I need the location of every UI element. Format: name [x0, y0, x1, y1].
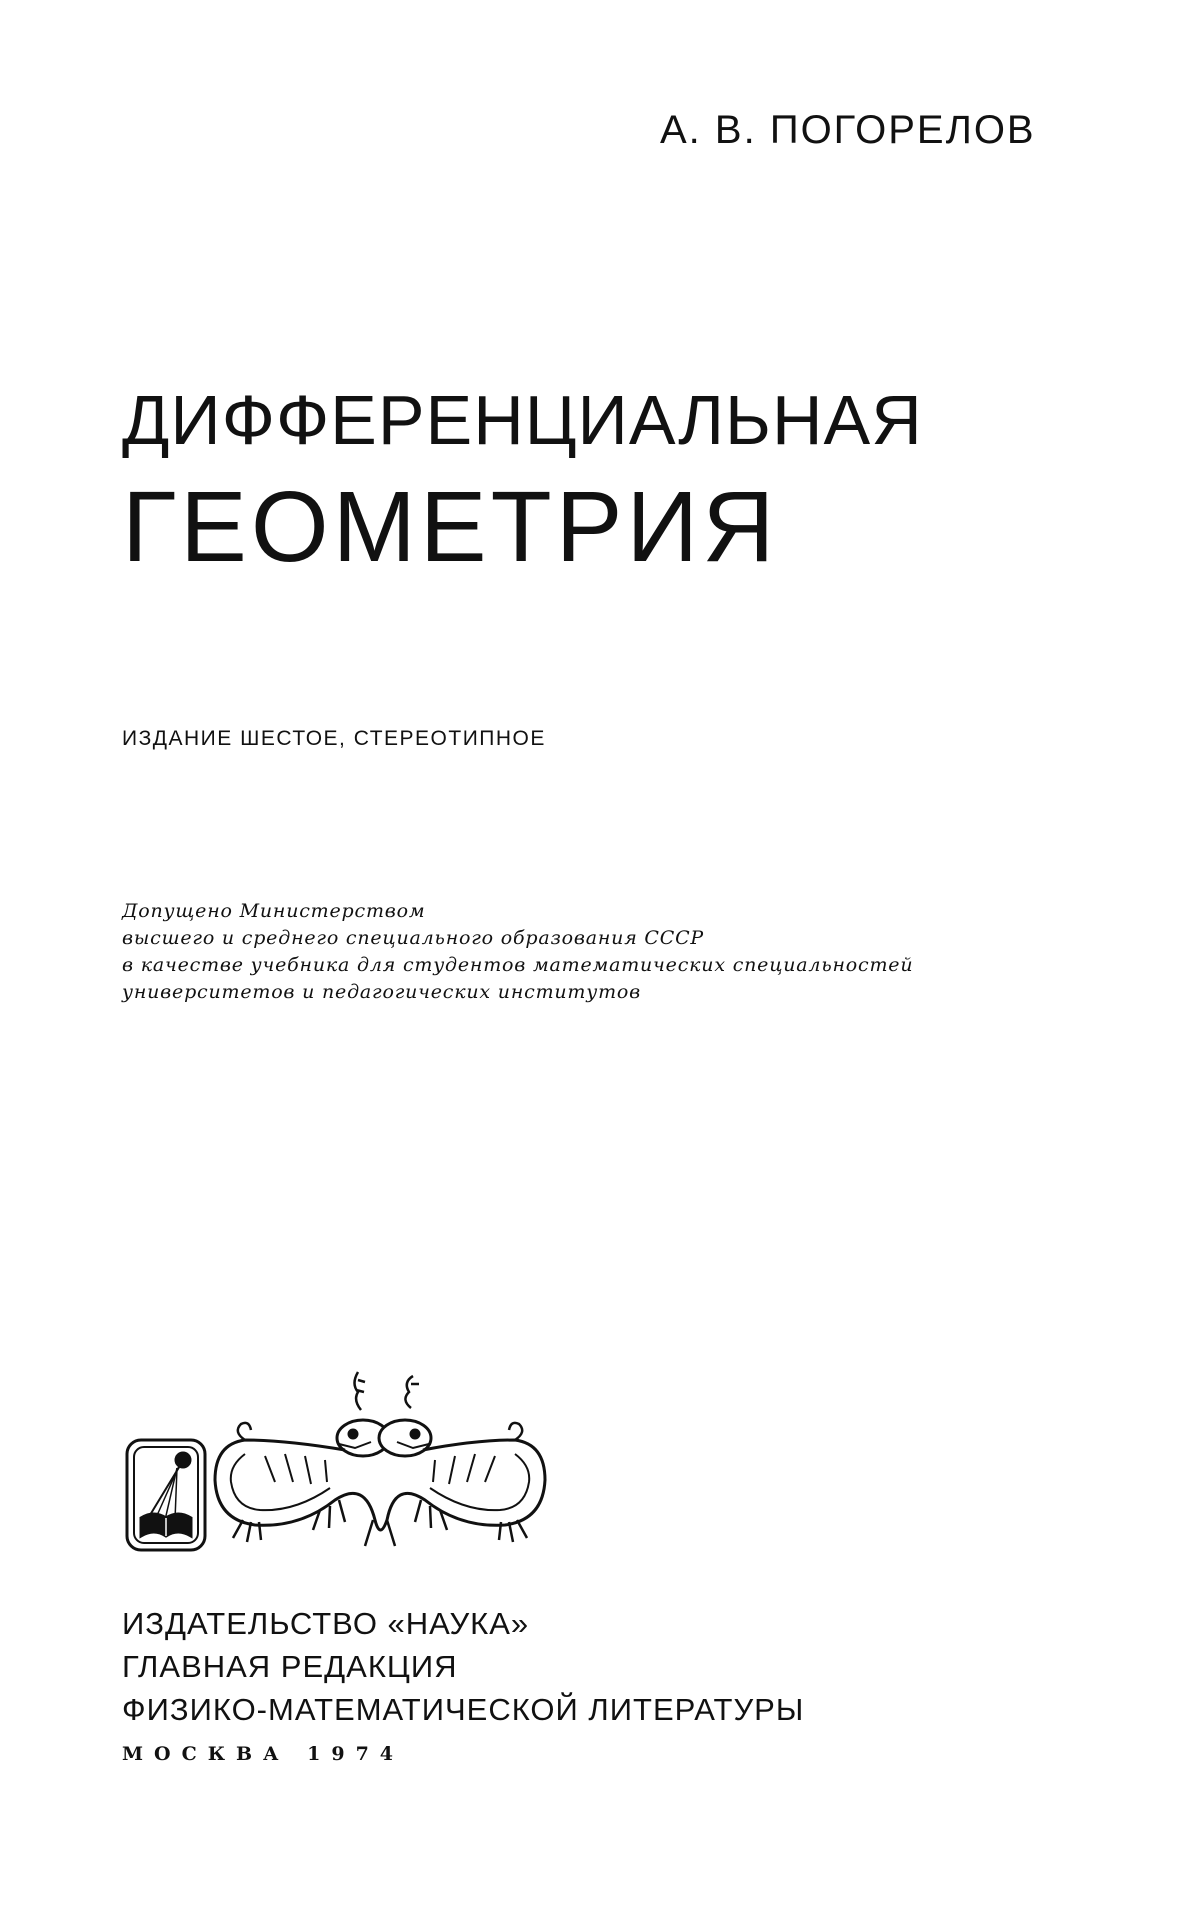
book-title-line-2: ГЕОМЕТРИЯ — [122, 471, 779, 583]
author-name: А. В. ПОГОРЕЛОВ — [660, 108, 1036, 152]
publisher-emblem — [125, 1370, 565, 1565]
salamanders-emblem-icon — [215, 1372, 545, 1546]
book-and-sun-emblem-icon — [127, 1440, 205, 1550]
approval-note — [122, 898, 913, 1006]
approval-line: высшего и среднего специального образования СССР — [122, 927, 705, 949]
publisher-block — [122, 1602, 804, 1776]
edition-note: ИЗДАНИЕ ШЕСТОЕ, СТЕРЕОТИПНОЕ — [122, 727, 546, 750]
book-title-line-1: ДИФФЕРЕНЦИАЛЬНАЯ — [122, 381, 923, 459]
emblem-svg — [125, 1370, 565, 1560]
approval-line: в качестве учебника для студентов математических специальностей — [122, 954, 914, 976]
city-and-year: МОСКВА 1974 — [122, 1743, 405, 1765]
publisher-subdivision: ФИЗИКО-МАТЕМАТИЧЕСКОЙ ЛИТЕРАТУРЫ — [122, 1692, 805, 1727]
publisher-division: ГЛАВНАЯ РЕДАКЦИЯ — [122, 1649, 458, 1684]
approval-line: Допущено Министерством — [122, 900, 426, 922]
publisher-name: ИЗДАТЕЛЬСТВО «НАУКА» — [122, 1606, 530, 1641]
approval-line: университетов и педагогических институтов — [122, 981, 641, 1003]
